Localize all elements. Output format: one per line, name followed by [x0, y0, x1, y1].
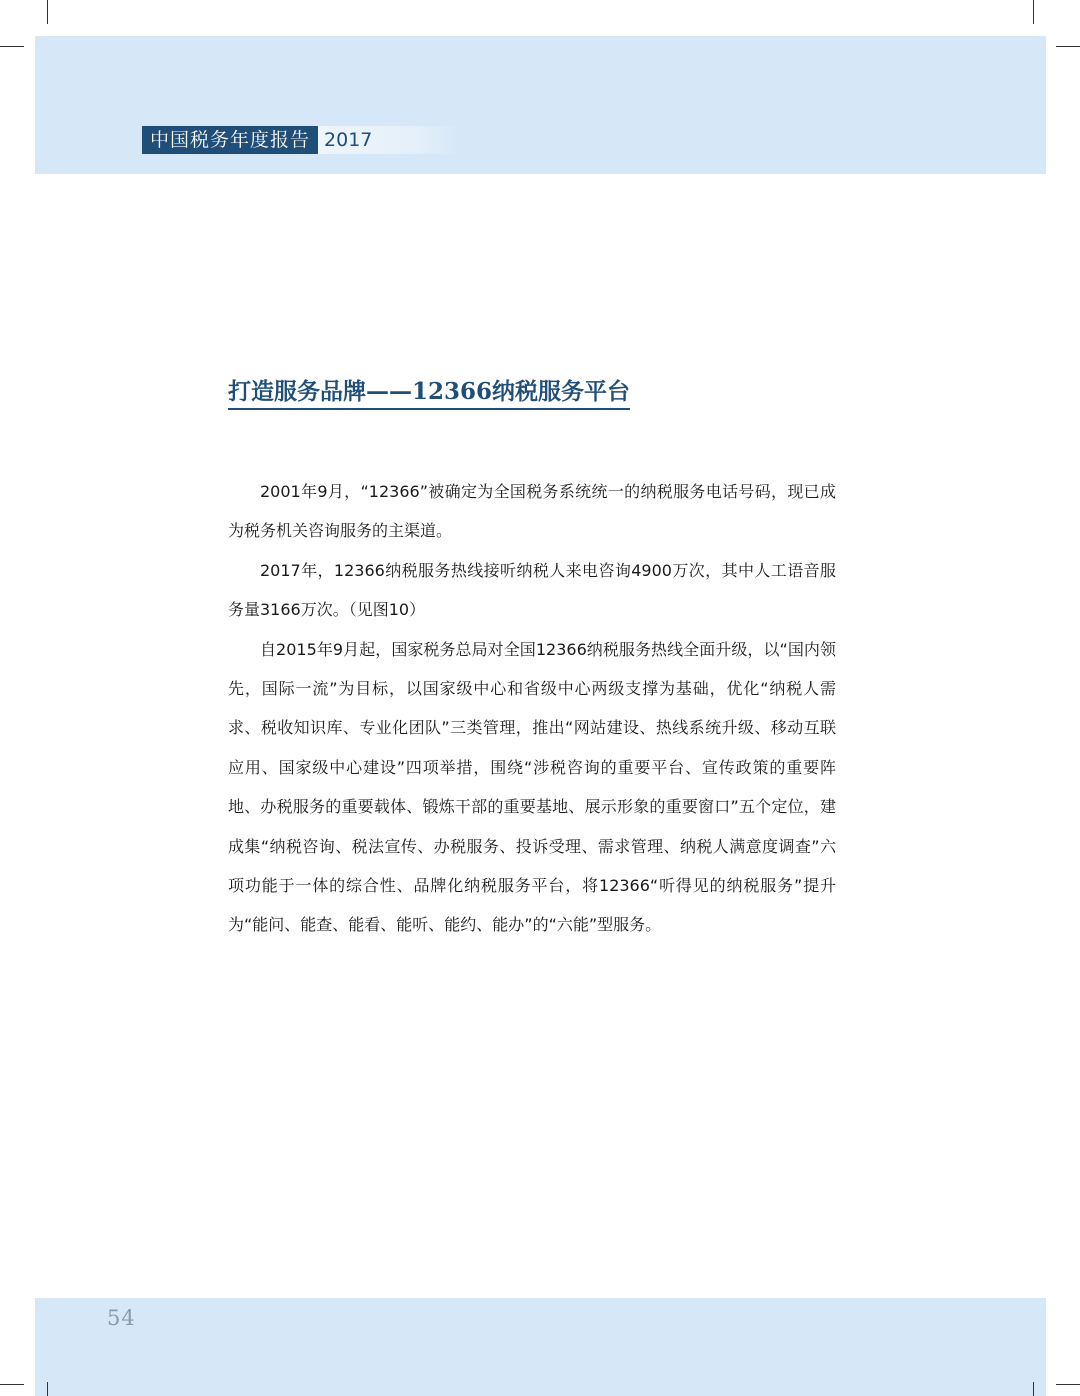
- body-text: [228, 472, 836, 945]
- crop-mark-bottom-right-v: [1033, 1382, 1034, 1396]
- paragraph-2: 2017年，12366纳税服务热线接听纳税人来电咨询4900万次，其中人工语音服务量3166万次。（见图10）: [228, 560, 836, 620]
- crop-mark-bottom-left-h: [0, 1384, 24, 1385]
- section-title: 打造服务品牌——12366纳税服务平台: [228, 373, 630, 410]
- crop-mark-top-left-v: [47, 0, 48, 24]
- footer-band: [35, 1298, 1046, 1396]
- crop-mark-top-right-v: [1033, 0, 1034, 24]
- running-header: [142, 126, 457, 154]
- crop-mark-bottom-left-v: [47, 1382, 48, 1396]
- crop-mark-top-right-h: [1056, 46, 1080, 47]
- page-number: 54: [107, 1306, 136, 1330]
- report-title: 中国税务年度报告: [142, 126, 318, 154]
- report-year: 2017: [318, 126, 457, 154]
- crop-mark-bottom-right-h: [1056, 1384, 1080, 1385]
- paragraph-1: 2001年9月，“12366”被确定为全国税务系统统一的纳税服务电话号码，现已成为税务机关咨询服务的主渠道。: [228, 482, 836, 541]
- paragraph-3: 自2015年9月起，国家税务总局对全国12366纳税服务热线全面升级，以“国内领先，国际一流”为目标，以国家级中心和省级中心两级支撑为基础，优化“纳税人需求、税收知识库、专业化团队”三类管理，推出“网站建设、热线系统升级、移动互联应用、国家级中心建设”四项举措，围绕“涉税咨询的重要平台、宣传政策的重要阵地、办税服务的重要载体、锻炼干部的重要基地、展示形象的重要窗口”五个定位，建成集“纳税咨询、税法宣传、办税服务、投诉受理、需求管理、纳税人满意度调查”六项功能于一体的综合性、品牌化纳税服务平台，将12366“听得见的纳税服务”提升为“能问、能查、能看、能听、能约、能办”的“六能”型服务。: [228, 639, 836, 935]
- crop-mark-top-left-h: [0, 46, 24, 47]
